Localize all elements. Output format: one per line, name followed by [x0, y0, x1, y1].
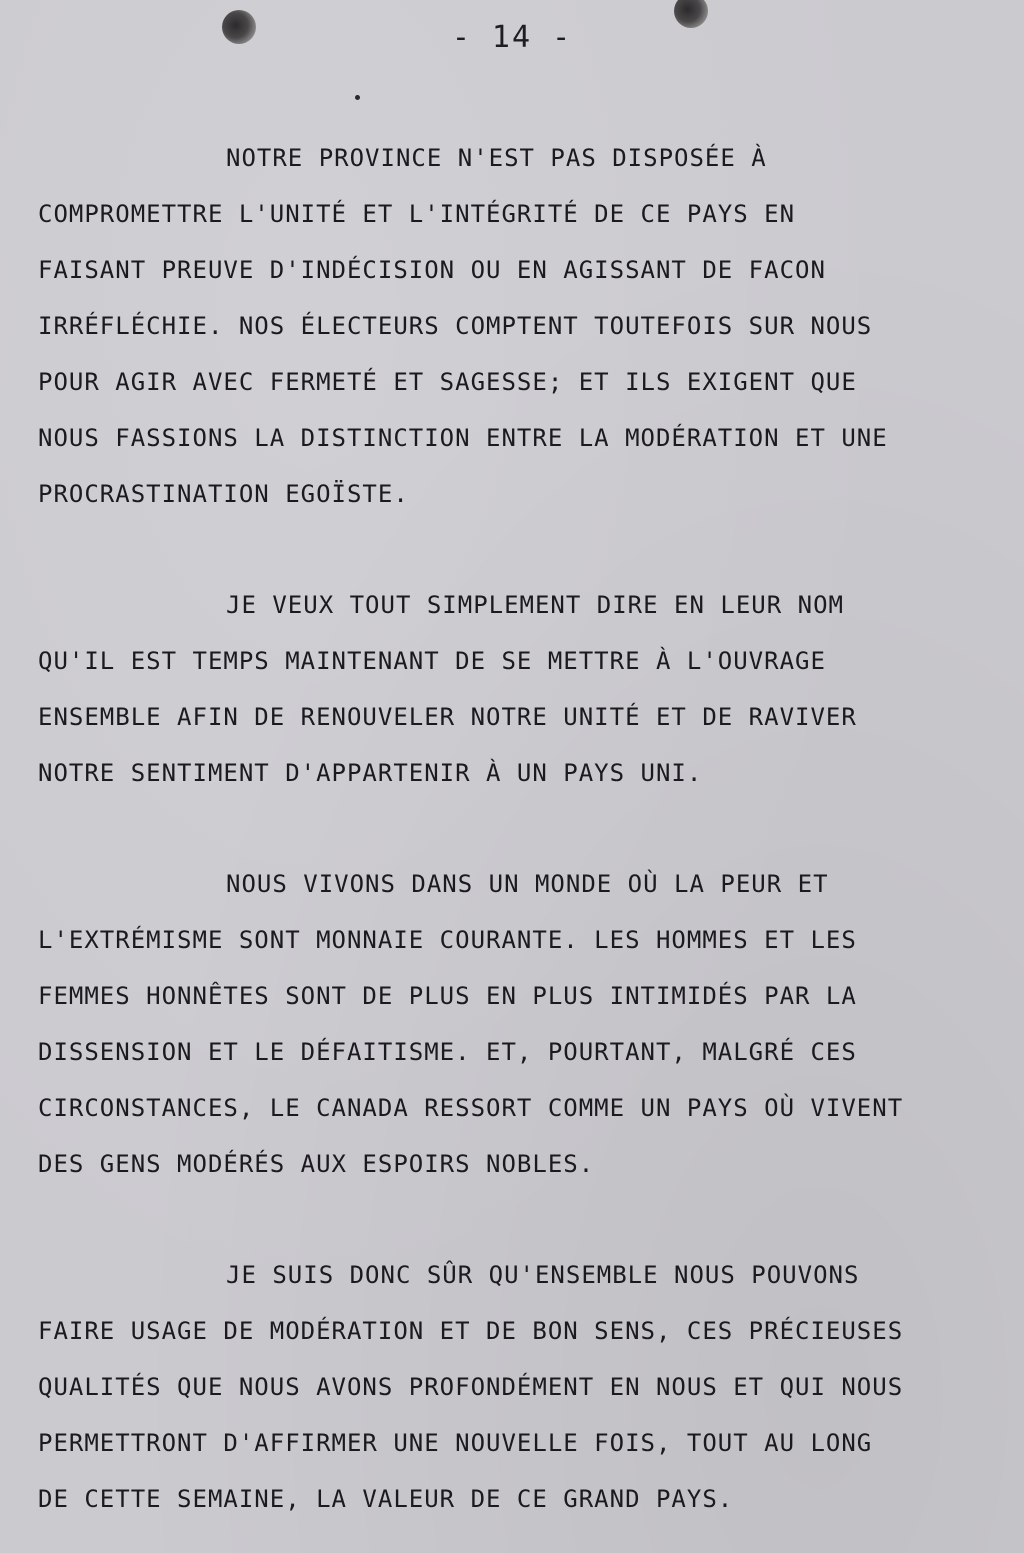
body-text — [38, 130, 998, 1553]
text-line: PERMETTRONT D'AFFIRMER UNE NOUVELLE FOIS, TOUT AU LONG — [38, 1429, 873, 1457]
paragraph-4 — [38, 1247, 998, 1527]
text-line: QU'IL EST TEMPS MAINTENANT DE SE METTRE À L'OUVRAGE — [38, 647, 826, 675]
text-line: FEMMES HONNÊTES SONT DE PLUS EN PLUS INTIMIDÉS PAR LA — [38, 982, 857, 1010]
text-line: IRRÉFLÉCHIE. NOS ÉLECTEURS COMPTENT TOUTEFOIS SUR NOUS — [38, 312, 873, 340]
page-number: - 14 - — [451, 20, 573, 55]
paragraph-3 — [38, 856, 998, 1192]
text-line: PROCRASTINATION EGOÏSTE. — [38, 480, 409, 508]
text-line: NOTRE SENTIMENT D'APPARTENIR À UN PAYS UNI. — [38, 759, 703, 787]
text-line: QUALITÉS QUE NOUS AVONS PROFONDÉMENT EN NOUS ET QUI NOUS — [38, 1373, 904, 1401]
ink-speck — [355, 95, 360, 100]
text-line: NOTRE PROVINCE N'EST PAS DISPOSÉE À — [226, 144, 767, 172]
text-line: CIRCONSTANCES, LE CANADA RESSORT COMME UN PAYS OÙ VIVENT — [38, 1094, 904, 1122]
text-line: FAISANT PREUVE D'INDÉCISION OU EN AGISSANT DE FACON — [38, 256, 826, 284]
text-line: COMPROMETTRE L'UNITÉ ET L'INTÉGRITÉ DE CE PAYS EN — [38, 200, 796, 228]
text-line: DE CETTE SEMAINE, LA VALEUR DE CE GRAND PAYS. — [38, 1485, 734, 1513]
text-line: NOUS VIVONS DANS UN MONDE OÙ LA PEUR ET — [226, 870, 829, 898]
text-line: JE VEUX TOUT SIMPLEMENT DIRE EN LEUR NOM — [226, 591, 844, 619]
text-line: NOUS FASSIONS LA DISTINCTION ENTRE LA MODÉRATION ET UNE — [38, 424, 888, 452]
text-line: DES GENS MODÉRÉS AUX ESPOIRS NOBLES. — [38, 1150, 595, 1178]
text-line: L'EXTRÉMISME SONT MONNAIE COURANTE. LES HOMMES ET LES — [38, 926, 857, 954]
text-line: ENSEMBLE AFIN DE RENOUVELER NOTRE UNITÉ ET DE RAVIVER — [38, 703, 857, 731]
text-line: DISSENSION ET LE DÉFAITISME. ET, POURTANT, MALGRÉ CES — [38, 1038, 857, 1066]
text-line: JE SUIS DONC SÛR QU'ENSEMBLE NOUS POUVONS — [226, 1261, 860, 1289]
text-line: POUR AGIR AVEC FERMETÉ ET SAGESSE; ET ILS EXIGENT QUE — [38, 368, 857, 396]
paragraph-2 — [38, 577, 998, 801]
paragraph-1 — [38, 130, 998, 522]
text-line: FAIRE USAGE DE MODÉRATION ET DE BON SENS, CES PRÉCIEUSES — [38, 1317, 904, 1345]
